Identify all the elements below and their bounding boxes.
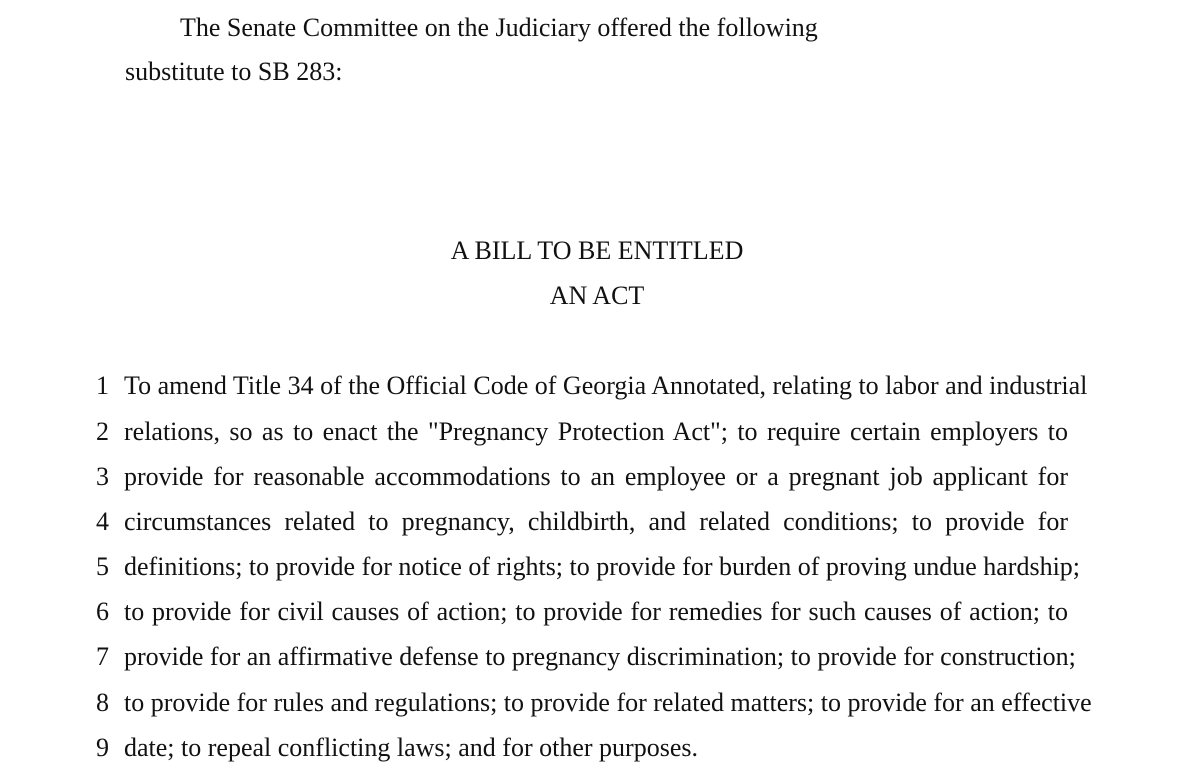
- line-number: 5: [96, 552, 109, 581]
- line-number: 3: [96, 462, 109, 491]
- line-text: to provide for civil causes of action; to provide for remedies for such causes of action; to: [124, 597, 1068, 626]
- line-number: 8: [96, 688, 109, 717]
- line-text: provide for an affirmative defense to pregnancy discrimination; to provide for construction;: [124, 642, 1076, 671]
- bill-text-line: [96, 416, 1072, 448]
- line-text: circumstances related to pregnancy, childbirth, and related conditions; to provide for: [124, 507, 1068, 536]
- line-number: 4: [96, 507, 109, 536]
- line-text: definitions; to provide for notice of rights; to provide for burden of proving undue hardship;: [124, 552, 1081, 581]
- line-number: 7: [96, 642, 109, 671]
- line-number: 6: [96, 597, 109, 626]
- committee-intro-line-2: substitute to SB 283:: [125, 57, 343, 86]
- bill-text-line: [96, 732, 1072, 764]
- bill-text-line: [96, 641, 1076, 673]
- bill-text-line: [96, 596, 1072, 628]
- committee-intro-line-1: The Senate Committee on the Judiciary offered the following: [180, 13, 818, 42]
- bill-text-line: [96, 551, 1081, 583]
- bill-text-line: [96, 687, 1092, 719]
- line-text: relations, so as to enact the "Pregnancy Protection Act"; to require certain employers to: [124, 417, 1068, 446]
- line-text: to provide for rules and regulations; to provide for related matters; to provide for an effective: [124, 688, 1092, 717]
- line-number: 2: [96, 417, 109, 446]
- bill-text-line: [96, 370, 1088, 402]
- bill-heading: A BILL TO BE ENTITLED: [450, 236, 744, 265]
- line-number: 9: [96, 733, 109, 762]
- line-text: provide for reasonable accommodations to an employee or a pregnant job applicant for: [124, 462, 1068, 491]
- bill-text-line: [96, 506, 1072, 538]
- line-text: date; to repeal conflicting laws; and for other purposes.: [124, 733, 698, 762]
- line-number: 1: [96, 371, 109, 400]
- line-text: To amend Title 34 of the Official Code of Georgia Annotated, relating to labor and industrial: [124, 371, 1088, 400]
- act-heading: AN ACT: [549, 281, 645, 310]
- bill-text-line: [96, 461, 1072, 493]
